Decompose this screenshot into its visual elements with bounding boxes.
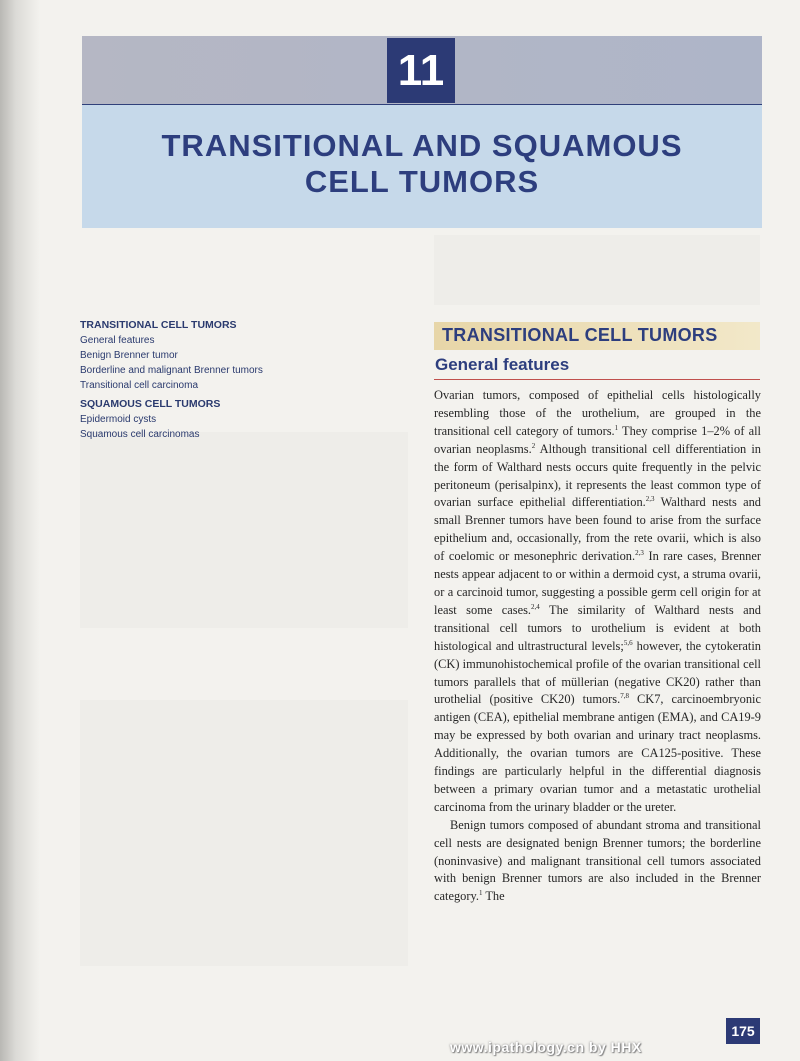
chapter-contents-list xyxy=(80,318,400,446)
citation-ref: 1 xyxy=(614,423,619,432)
toc-group xyxy=(80,397,400,442)
body-paragraph: Ovarian tumors, composed of epithelial cells histologically resembling those of the urothelium, are grouped in the transitional cell category of tumors.$^1$ They comprise 1–2% of all ovarian neoplasms.$^2$ Although transitional cell differentiation in the form of Walthard nests occurs quite frequently in the pelvic peritoneum (perisalpinx), it represents the least common type of ovarian surface epithelial differentiation.$^{2,3}$ Walthard nests and small Brenner tumors have been found to arise from the surface epithelium and, occasionally, from the rete ovarii, which is also of coelomic or mesonephric derivation.$^{2,3}$ In rare cases, Brenner nests appear adjacent to or within a dermoid cyst, a struma ovarii, or a carcinoid tumor, suggesting a possible germ cell origin for at least some cases.$^{2,4}$ The similarity of Walthard nests and transitional cell tumors to urothelium is evident at both histological and ultrastructural levels;$^{5,6}$ however, the cytokeratin (CK) immunohistochemical profile of the ovarian transitional cell tumors parallels that of müllerian (negative CK20) rather than urothelial (positive CK20) tumors.$^{7,8}$ CK7, carcinoembryonic antigen (CEA), epithelial membrane antigen (EMA), and CA19-9 may be expressed by both ovarian and urinary tract neoplasms. Additionally, the ovarian tumors are CA125-positive. These findings are particularly helpful in the differential diagnosis between a primary ovarian tumor and a metastatic urothelial carcinoma from the urinary bladder or the ureter. xyxy=(434,388,762,814)
show-through-area xyxy=(80,432,408,628)
subsection-heading: General features xyxy=(435,355,570,374)
toc-item: Transitional cell carcinoma xyxy=(80,380,199,391)
toc-item: Benign Brenner tumor xyxy=(80,350,178,361)
chapter-number: 11 xyxy=(387,38,455,103)
citation-ref: 5,6 xyxy=(623,638,633,647)
citation-ref: 2,3 xyxy=(635,549,644,558)
toc-item: Squamous cell carcinomas xyxy=(80,429,200,440)
chapter-title xyxy=(82,128,762,200)
citation-ref: 2,3 xyxy=(645,495,655,504)
body-paragraph: Benign tumors composed of abundant stroma and transitional cell nests are designated benign Brenner tumors; the borderline (noninvasive) and malignant transitional cell tumors associated with benign Brenner tumors are also included in the Brenner category.$^1$ The xyxy=(434,817,761,904)
chapter-title-line-2: CELL TUMORS xyxy=(304,164,540,199)
page-number: 175 xyxy=(726,1018,760,1044)
chapter-title-line-1: TRANSITIONAL AND SQUAMOUS xyxy=(161,128,683,163)
citation-ref: 2 xyxy=(531,441,536,450)
toc-group xyxy=(80,318,400,393)
body-text xyxy=(434,387,761,906)
show-through-area xyxy=(80,700,408,966)
subsection-rule xyxy=(434,379,760,380)
toc-heading: SQUAMOUS CELL TUMORS xyxy=(80,398,221,410)
watermark-text: www.ipathology.cn by HHX xyxy=(450,1039,642,1055)
toc-item: Borderline and malignant Brenner tumors xyxy=(80,365,263,376)
citation-ref: 7,8 xyxy=(620,692,629,701)
toc-item: General features xyxy=(80,335,155,346)
toc-item: Epidermoid cysts xyxy=(80,414,157,425)
header-rule xyxy=(82,104,762,105)
toc-heading: TRANSITIONAL CELL TUMORS xyxy=(80,319,237,331)
citation-ref: 1 xyxy=(478,889,483,898)
show-through-area xyxy=(434,235,760,305)
section-banner-title: TRANSITIONAL CELL TUMORS xyxy=(442,325,718,345)
citation-ref: 2,4 xyxy=(531,602,540,611)
section-banner xyxy=(434,322,760,350)
page-gutter-shadow xyxy=(0,0,40,1061)
